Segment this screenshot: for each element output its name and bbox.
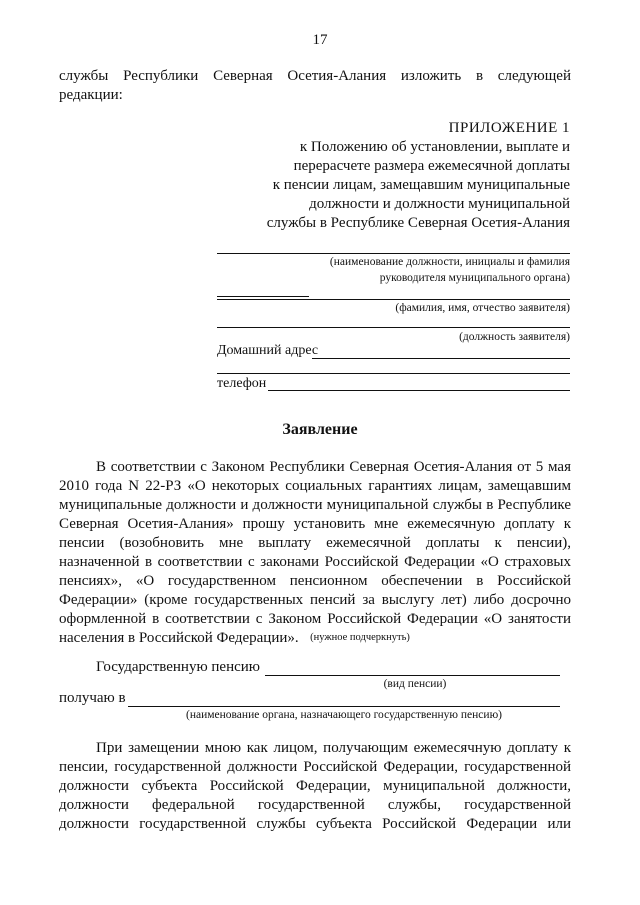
official-caption-1: (наименование должности, инициалы и фамилия bbox=[329, 256, 570, 268]
document-heading: Заявление bbox=[282, 421, 358, 438]
appendix-line: должности и должности муниципальной bbox=[309, 196, 570, 212]
phone-line[interactable] bbox=[268, 390, 570, 391]
official-blank-line[interactable] bbox=[217, 253, 570, 254]
phone-label: телефон bbox=[217, 376, 267, 391]
statement-line: Северная Осетия-Алания» прошу установить мне ежемесячную доплату к bbox=[59, 516, 571, 532]
receive-label: получаю в bbox=[59, 690, 126, 706]
state-pension-label: Государственную пенсию bbox=[96, 659, 261, 675]
appendix-line: к пенсии лицам, замещавшим муниципальные bbox=[272, 177, 570, 193]
underline-note: (нужное подчеркнуть) bbox=[310, 632, 410, 643]
statement-line: назначенной в соответствии с законами Российской Федерации «О страховых bbox=[59, 554, 571, 570]
statement-line: оформленной в соответствии с Законом Российской Федерации «О занятости bbox=[59, 611, 571, 627]
agency-caption: (наименование органа, назначающего государственную пенсию) bbox=[186, 709, 502, 721]
page-number: 17 bbox=[312, 32, 328, 48]
appendix-title: ПРИЛОЖЕНИЕ 1 bbox=[448, 120, 570, 136]
statement-line: муниципальные должности и должности муниципальной службы в Республике bbox=[59, 497, 571, 513]
pension-type-line[interactable] bbox=[265, 675, 560, 676]
applicant-name-line[interactable] bbox=[217, 299, 570, 300]
statement-line: населения в Российской Федерации». bbox=[59, 630, 299, 646]
agency-line[interactable] bbox=[128, 706, 560, 707]
continuation-line: пенсии, государственной должности Российской Федерации, государственной bbox=[59, 759, 571, 775]
applicant-position-caption: (должность заявителя) bbox=[459, 331, 570, 343]
statement-line: В соответствии с Законом Республики Северная Осетия-Алания от 5 мая bbox=[96, 459, 571, 475]
continuation-line: должности субъекта Российской Федерации, муниципальной должности, bbox=[59, 778, 571, 794]
official-caption-2: руководителя муниципального органа) bbox=[379, 272, 570, 284]
address-line[interactable] bbox=[312, 358, 570, 359]
official-blank-line-2[interactable] bbox=[217, 296, 309, 297]
statement-line: 2010 года N 22-РЗ «О некоторых социальных гарантиях лицам, замещавшим bbox=[59, 478, 571, 494]
applicant-position-line[interactable] bbox=[217, 327, 570, 328]
intro-line-1: службы Республики Северная Осетия-Алания изложить в следующей bbox=[59, 68, 571, 84]
appendix-line: к Положению об установлении, выплате и bbox=[299, 139, 570, 155]
statement-line: Федерации» (кроме государственных пенсий за выслугу лет) либо досрочно bbox=[59, 592, 571, 608]
pension-type-caption: (вид пенсии) bbox=[383, 678, 447, 690]
intro-line-2: редакции: bbox=[59, 87, 123, 103]
statement-line: пенсии (возобновить мне выплату ежемесячной доплаты к пенсии), bbox=[59, 535, 571, 551]
continuation-line: При замещении мною как лицом, получающим ежемесячную доплату к bbox=[96, 740, 571, 756]
appendix-line: перерасчете размера ежемесячной доплаты bbox=[293, 158, 570, 174]
address-label: Домашний адрес bbox=[217, 343, 319, 358]
continuation-line: должности федеральной государственной службы, государственной bbox=[59, 797, 571, 813]
appendix-line: службы в Республике Северная Осетия-Алания bbox=[266, 215, 570, 231]
continuation-line: должности государственной службы субъекта Российской Федерации или bbox=[59, 816, 571, 832]
address-line-2[interactable] bbox=[217, 373, 570, 374]
applicant-name-caption: (фамилия, имя, отчество заявителя) bbox=[395, 302, 570, 314]
statement-line: пенсиях», «О государственном пенсионном обеспечении в Российской bbox=[59, 573, 571, 589]
